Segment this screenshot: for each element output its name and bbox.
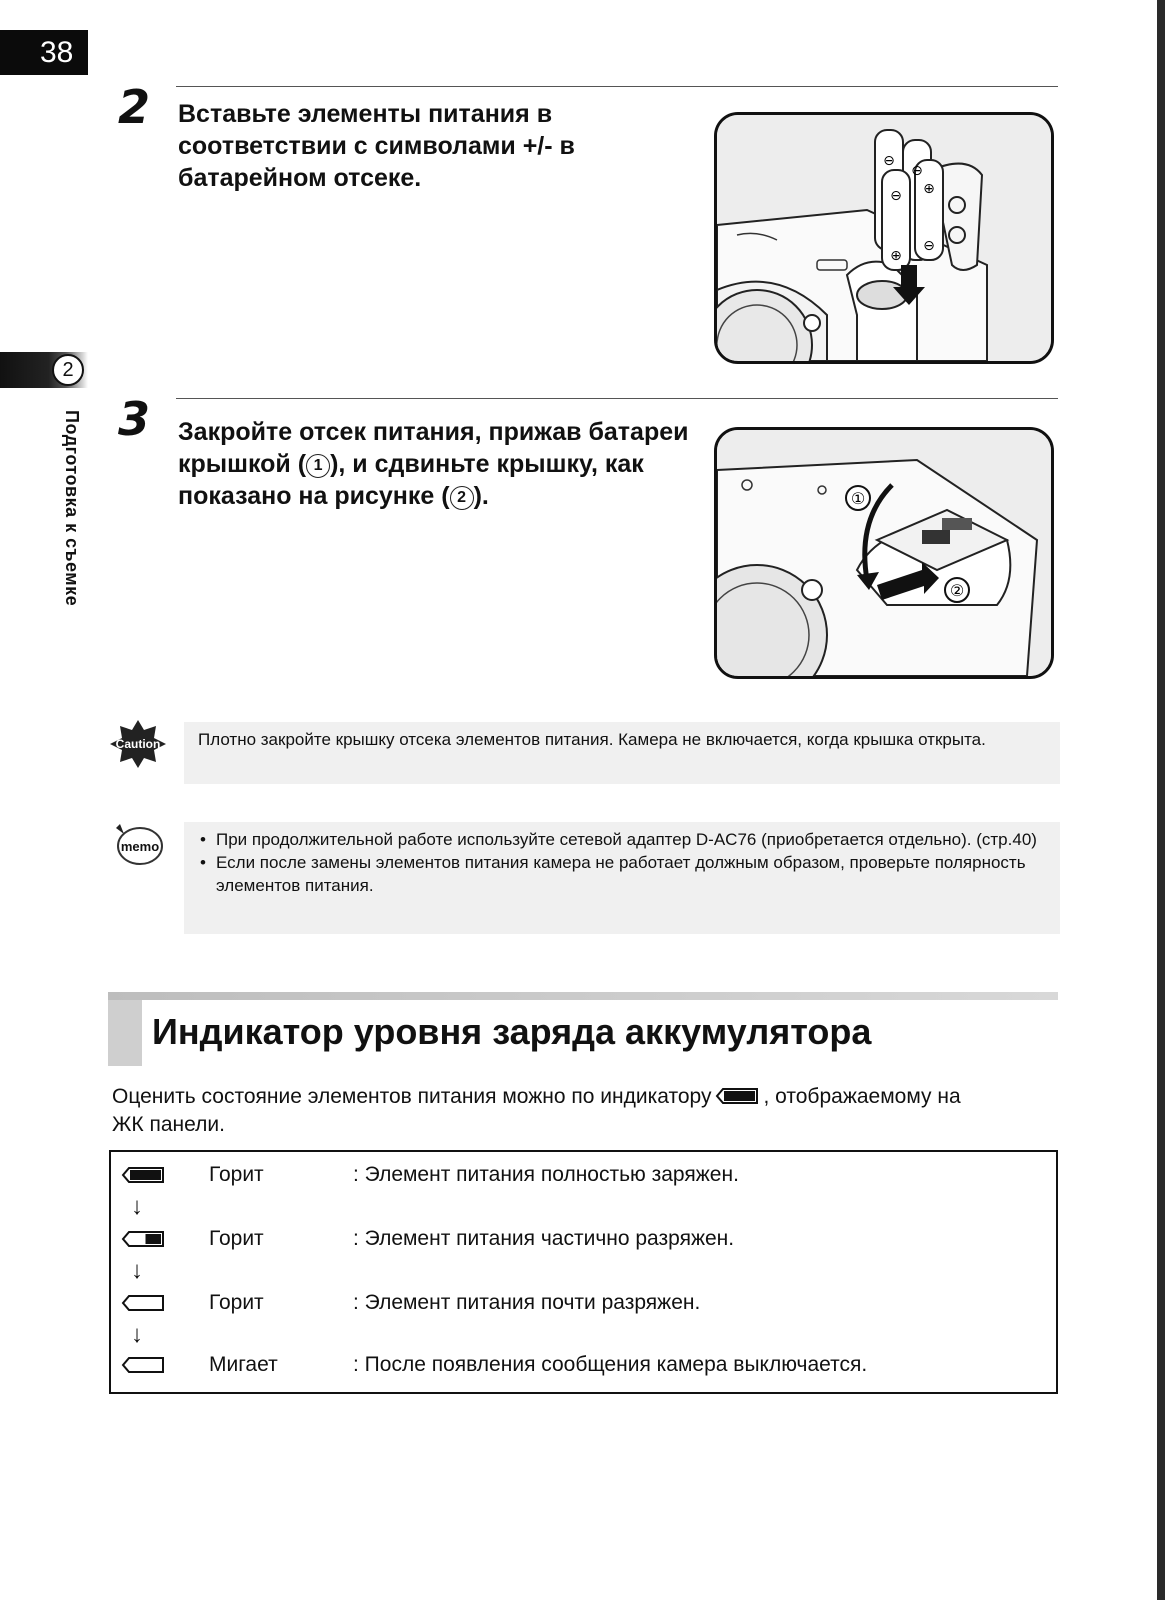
section-banner-line — [108, 992, 1058, 1000]
battery-insert-drawing — [717, 115, 1051, 361]
battery-half-icon — [121, 1230, 165, 1248]
step-2-text: Вставьте элементы питания в соответствии с символами +/- в батарейном отсеке. — [178, 100, 575, 192]
chapter-number: 2 — [52, 354, 84, 386]
table-row — [111, 1224, 1056, 1254]
battery-cover-illustration — [714, 427, 1054, 679]
step-2-number: 2 — [118, 80, 151, 134]
table-row — [111, 1160, 1056, 1190]
status-description: : Элемент питания почти разряжен. — [353, 1291, 701, 1314]
svg-text:⊕: ⊕ — [890, 248, 902, 264]
section-banner — [108, 992, 1058, 1066]
caution-note: Плотно закройте крышку отсека элементов питания. Камера не включается, когда крышка открыта. — [184, 722, 1060, 784]
status-text: Горит — [209, 1291, 264, 1314]
status-text: Горит — [209, 1163, 264, 1186]
page-number: 38 — [0, 30, 88, 75]
intro-text: , отображаемому на ЖК панели. — [112, 1085, 961, 1136]
chapter-title: Подготовка к съемке — [62, 410, 82, 607]
status-description: : Элемент питания полностью заряжен. — [353, 1163, 739, 1186]
step-3-text-part: Закройте отсек питания, прижав батареи крышкой ( — [178, 418, 689, 478]
circle-number-2: 2 — [450, 486, 474, 510]
memo-item: • Если после замены элементов питания камера не работает должным образом, проверьте полярность элементов питания. — [198, 851, 1046, 897]
svg-text:⊕: ⊕ — [923, 181, 935, 197]
status-text: Горит — [209, 1227, 264, 1250]
intro-text: Оценить состояние элементов питания можно по индикатору — [112, 1085, 712, 1108]
step-3-number: 3 — [118, 392, 151, 446]
battery-full-icon — [715, 1087, 759, 1105]
step-3-text-part: ). — [473, 482, 489, 510]
memo-note — [184, 822, 1060, 934]
battery-empty-icon — [121, 1294, 165, 1312]
battery-empty-icon — [121, 1356, 165, 1374]
arrow-down-icon: ↓ — [131, 1321, 143, 1348]
status-description: : После появления сообщения камера выключается. — [353, 1353, 868, 1376]
section-title: Индикатор уровня заряда аккумулятора — [152, 1011, 872, 1052]
section-intro — [112, 1083, 962, 1139]
status-text: Мигает — [209, 1353, 278, 1376]
svg-text:⊖: ⊖ — [883, 153, 895, 169]
battery-full-icon — [121, 1166, 165, 1184]
caution-icon — [110, 720, 166, 768]
battery-level-table — [109, 1150, 1058, 1394]
svg-text:⊖: ⊖ — [923, 238, 935, 254]
svg-text:⊖: ⊖ — [911, 163, 923, 179]
step-divider — [176, 398, 1058, 399]
step-3-text-part: ), и сдвиньте крышку, как показано на рисунке ( — [178, 450, 644, 510]
arrow-down-icon: ↓ — [131, 1193, 143, 1220]
svg-text:⊖: ⊖ — [890, 188, 902, 204]
battery-insert-illustration — [714, 112, 1054, 364]
battery-cover-drawing — [717, 430, 1051, 676]
circle-number-1: 1 — [306, 454, 330, 478]
step-divider — [176, 86, 1058, 87]
callout-1: ① — [850, 489, 866, 508]
page-edge — [1157, 0, 1165, 1600]
status-description: : Элемент питания частично разряжен. — [353, 1227, 735, 1250]
memo-icon — [110, 820, 166, 868]
table-row — [111, 1288, 1056, 1318]
table-row — [111, 1350, 1056, 1380]
memo-icon-label: memo — [120, 839, 160, 854]
arrow-down-icon: ↓ — [131, 1257, 143, 1284]
step-3-text — [178, 416, 698, 512]
left-margin — [0, 0, 88, 1600]
callout-2: ② — [949, 581, 965, 600]
memo-item: • При продолжительной работе используйте сетевой адаптер D-AC76 (приобретается отдельно). (стр.40) — [198, 828, 1046, 851]
caution-icon-label: Caution — [115, 737, 161, 751]
